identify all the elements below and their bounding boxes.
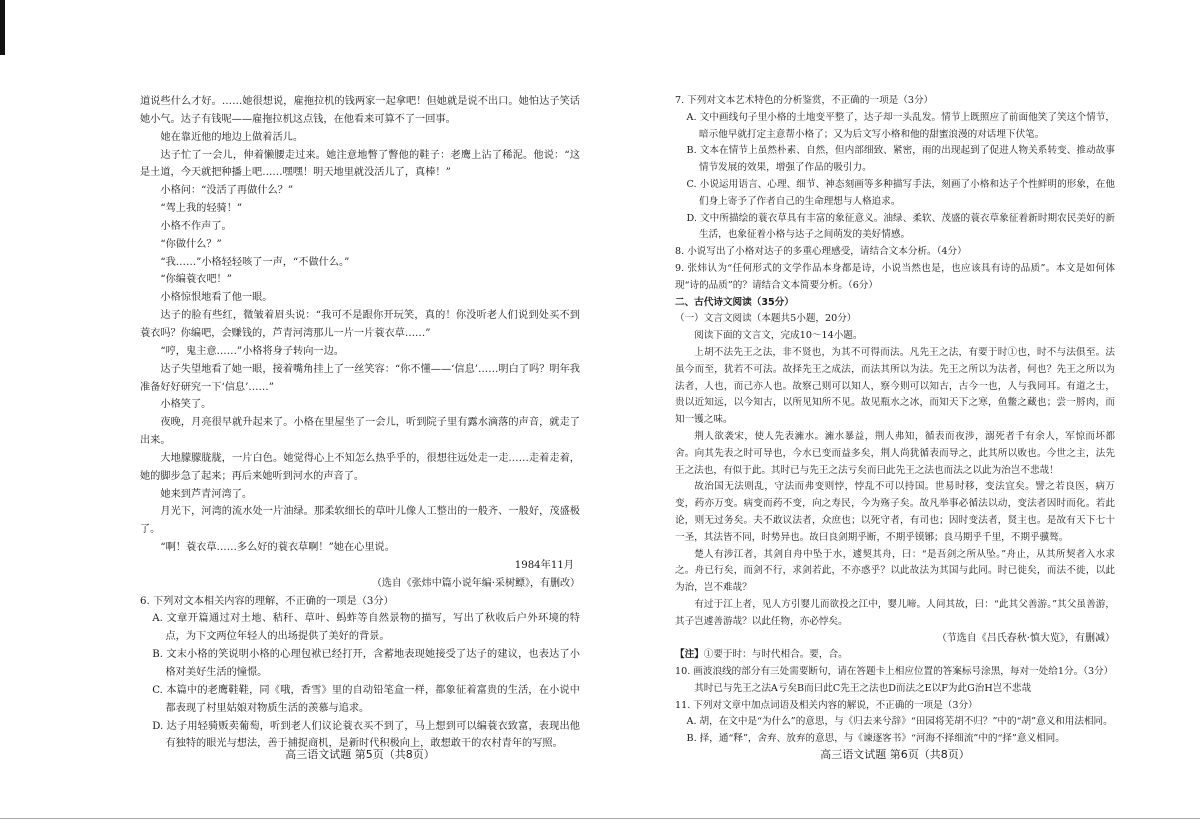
story-date: 1984年11月 [514, 559, 574, 571]
classical-paragraph: 楚人有涉江者，其剑自舟中坠于水，遽契其舟，曰：“是吾剑之所从坠。”舟止，从其所契者入水求之。舟已行矣，而剑不行，求剑若此，不亦惑乎？以此故法为其国与此同。时已徙矣，而法不徙，以此为治，岂不难哉？ [675, 548, 1115, 594]
question-6-option-b: B. 文末小格的笑说明小格的心理包袱已经打开，含蓄地表现她接受了达子的建议，也表达了小格对美好生活的憧憬。 [152, 649, 580, 678]
question-11-option-b: B. 择，通“释”，舍弃、放弃的意思，与《谏逐客书》“河海不择细流”中的“择”意义相同。 [686, 733, 1065, 745]
question-8: 8. 小说写出了小格对达子的多重心理感受，请结合文本分析。（4分） [675, 246, 967, 258]
story-paragraph: 道说些什么才好。……她很想说，雇拖拉机的钱两家一起拿吧！但她就是说不出口。她怕达子笑话她小气。达子有钱呢——雇拖拉机这点钱，在他看来可算不了一回事。 [140, 96, 580, 125]
scan-bottom-line [0, 818, 1200, 819]
story-paragraph: “你编蓑衣吧！” [160, 274, 232, 286]
story-source: （选自《张炜中篇小说年编·采树鳔》，有删改） [371, 577, 580, 589]
classical-paragraph: 故治国无法则乱，守法而弗变则悖，悖乱不可以持国。世易时移，变法宜矣。譬之若良医，病万变，药亦万变。病变而药不变，向之寿民，今为殇子矣。故凡举事必循法以动，变法者因时而化。若此论，则无过务矣。夫不敢议法者，众庶也；以死守者，有司也；因时变法者，贤主也。是故有天下七十一圣，其法皆不同，时势异也。故曰良剑期乎断，不期乎镆铘；良马期乎千里，不期乎骥骜。 [675, 481, 1115, 543]
note-label: 【注】 [675, 649, 704, 661]
reading-instruction: 阅读下面的文言文，完成10～14小题。 [694, 330, 863, 342]
story-paragraph: 小格问：“没活了再做什么？” [160, 185, 294, 197]
question-7-option-d: D. 文中所描绘的蓑衣草具有丰富的象征意义。油绿、柔软、茂盛的蓑衣草象征着新时期农民美好的新生活，也象征着小格与达子之间萌发的美好情感。 [686, 212, 1115, 241]
story-paragraph: 她在靠近他的地边上做着活儿。 [160, 131, 304, 143]
question-11-stem: 11. 下列对文章中加点词语及相关内容的解说，不正确的一项是（3分） [675, 699, 978, 711]
section-heading: 二、古代诗文阅读（35分） [675, 296, 794, 308]
story-paragraph: “哼，鬼主意……”小格将身子转向一边。 [160, 345, 344, 357]
story-paragraph: “驾上我的轻骑！” [160, 203, 243, 215]
question-6-stem: 6. 下列对文本相关内容的理解，不正确的一项是（3分） [140, 595, 394, 607]
subsection-heading: （一）文言文阅读（本题共5小题，20分） [675, 313, 857, 325]
story-paragraph: 大地朦朦胧胧，一片白色。她觉得心上不知怎么热乎乎的，很想往远处走一走……走着走着，她的脚步急了起来；再后来她听到河水的声音了。 [140, 452, 580, 482]
question-7-stem: 7. 下列对文本艺术特色的分析鉴赏，不正确的一项是（3分） [675, 95, 934, 106]
story-paragraph: “你做什么？” [160, 238, 222, 250]
question-7-option-c: C. 小说运用语言、心理、细节、神态刻画等多种描写手法，刻画了小格和达子个性鲜明的形象，在他们身上寄予了作者自己的生命理想与人格追求。 [686, 178, 1115, 207]
annotation-note [675, 647, 1115, 664]
question-7-option-b: B. 文本在情节上虽然朴素、自然，但内部细致、紧密，雨的出现起到了促进人物关系转变、推动故事情节发展的效果，增强了作品的吸引力。 [686, 145, 1115, 174]
question-6-option-c: C. 本篇中的老鹰鞋鞋，同《哦，香雪》里的自动铅笔盒一样，都象征着富贵的生活，在小说中都表现了村里姑娘对物质生活的羡慕与追求。 [152, 684, 580, 714]
classical-source: （节选自《吕氏春秋·慎大览》，有删减） [936, 632, 1115, 644]
story-paragraph: 小格不作声了。 [160, 220, 232, 232]
question-10: 10. 画波浪线的部分有三处需要断句，请在答题卡上相应位置的答案标号涂黑，每对一处给1分。（3分） [675, 666, 1114, 678]
question-6-option-d: D. 达子用轻骑贩卖葡萄，听到老人们议论蓑衣买不到了，马上想到可以编蓑衣致富，表现出他有独特的眼光与想法，善于捕捉商机，是新时代积极向上，敢想敢干的农村青年的写照。 [152, 720, 580, 750]
question-11-option-a: A. 胡，在文中是“为什么”的意思，与《归去来兮辞》“田园将芜胡不归？”中的“胡”意义和用法相同。 [686, 716, 1113, 728]
story-paragraph: 月光下，河湾的流水处一片油绿。那柔软细长的草叶儿像人工整出的一般齐、一般好，茂盛极了。 [140, 506, 580, 536]
left-page-footer: 高三语文试题 第5页（共8页） [285, 748, 435, 761]
question-6-option-a: A. 文章开篇通过对土地、秸秆、草叶、蚂蚱等自然景物的描写，写出了秋收后户外环境的特点，为下文两位年轻人的出场提供了美好的背景。 [152, 613, 580, 643]
story-paragraph: “啊！蓑衣草……多么好的蓑衣草啊！”她在心里说。 [160, 542, 395, 554]
question-10-options: 其时已与先王之法A亏矣B而曰此C先王之法也D而法之E以F为此G治H岂不悲哉 [694, 682, 1032, 694]
story-paragraph: 她来到芦青河湾了。 [160, 488, 253, 500]
story-paragraph: 达子的脸有些红，微皱着眉头说：“我可不是跟你开玩笑，真的！你没听老人们说到处买不到蓑衣吗？你编吧，会赚钱的，芦青河湾那儿一片一片蓑衣草……” [140, 310, 580, 339]
scan-edge-mark [0, 0, 5, 55]
story-paragraph: 达子失望地看了她一眼，接着嘴角挂上了一丝笑容：“你不懂——‘信息’……明白了吗？明年我准备好好研究一下‘信息’……” [140, 363, 580, 393]
classical-paragraph: 上胡不法先王之法，非不贤也，为其不可得而法。凡先王之法，有要于时①也，时不与法俱至。法虽今而至，犹若不可法。故择先王之成法，而法其所以为法。先王之所以为法者，何也？先王之所以为法者，人也，而己亦人也。故察己则可以知人，察今则可以知古，古今一也，人与我同耳。有道之士，贵以近知远，以今知古，以所见知所不见。故见瓶水之冰，而知天下之寒，鱼鳖之藏也；尝一脟肉，而知一镬之味。 [675, 346, 1115, 426]
classical-paragraph: 有过于江上者，见人方引婴儿而欲投之江中，婴儿啼。人问其故，曰：“此其父善游。”其父虽善游，其子岂遽善游哉？以此任物，亦必悖矣。 [675, 598, 1115, 627]
story-paragraph: 小格惊恨地看了他一眼。 [160, 292, 273, 304]
question-7-option-a: A. 文中画线句子里小格的土地变平整了，达子却一头乱发。情节上既照应了前面他笑了笑这个情节，暗示他早就打定主意帮小格了；又为后文写小格和他的甜蜜浪漫的对话埋下伏笔。 [686, 111, 1115, 140]
question-9: 9. 张炜认为“任何形式的文学作品本身都是诗，小说当然也是，也应该具有诗的品质”。本文是如何体现“诗的品质”的？请结合文本简要分析。（6分） [675, 262, 1115, 291]
right-page [675, 93, 1115, 770]
story-paragraph: 夜晚，月亮很早就升起来了。小格在里屋坐了一会儿，听到院子里有露水滴落的声音，就走了出来。 [140, 417, 580, 447]
classical-paragraph: 荆人欲袭宋，使人先表澭水。澭水暴益，荆人弗知，循表而夜涉，溺死者千有余人，军惊而坏都舍。向其先表之时可导也，今水已变而益多矣，荆人尚犹循表而导之，此其所以败也。今世之主，法先王之法也，有似于此。其时已与先王之法亏矣而曰此先王之法也而法之以此为治岂不悲哉！ [675, 430, 1115, 476]
story-paragraph: 小格笑了。 [160, 399, 212, 411]
story-paragraph: 达子忙了一会儿，伸着懒腰走过来。她注意地瞥了瞥他的鞋子：老鹰上沾了稀泥。他说：“这是土道，今天就把种播上吧……嘿嘿！明天地里就没活儿了，真棒！” [140, 149, 580, 179]
left-page [140, 93, 580, 770]
note-text: ①要于时：与时代相合。要，合。 [703, 649, 848, 661]
story-paragraph: “我……”小格轻轻咳了一声，“不做什么。” [160, 256, 350, 268]
right-page-footer: 高三语文试题 第6页（共8页） [820, 748, 970, 761]
